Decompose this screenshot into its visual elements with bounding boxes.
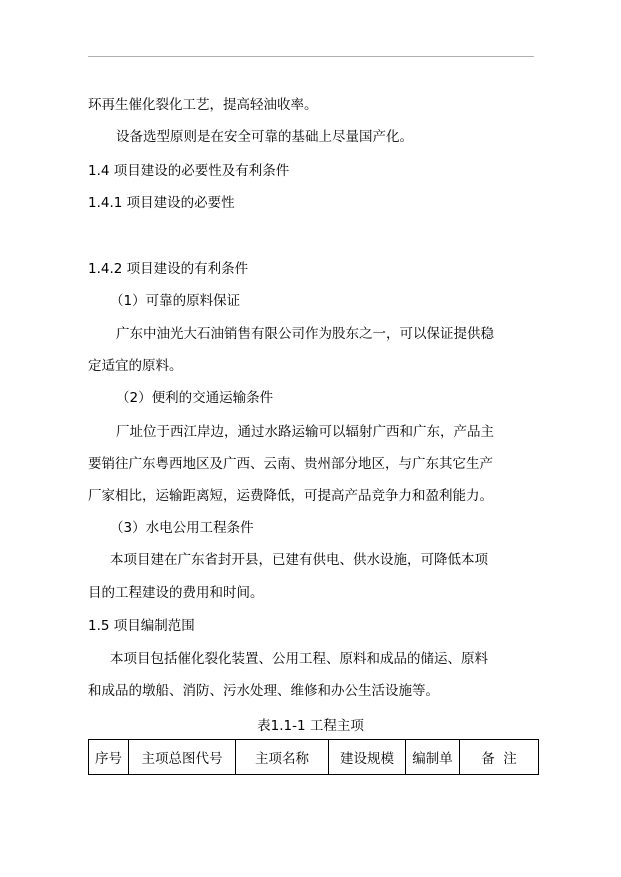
table-header-cell: 主项总图代号 <box>129 740 236 775</box>
section-heading-1-4: 1.4 项目建设的必要性及有利条件 <box>88 163 290 179</box>
header-rule <box>88 56 534 57</box>
table-header-row <box>89 740 539 775</box>
table-header-cell: 主项名称 <box>236 740 329 775</box>
paragraph-line: 环再生催化裂化工艺，提高轻油收率。 <box>88 97 318 113</box>
table-header-cell: 序号 <box>89 740 129 775</box>
project-items-table <box>88 739 539 775</box>
table-header-cell: 编制单 <box>406 740 460 775</box>
section-heading-1-5: 1.5 项目编制范围 <box>88 618 195 634</box>
paragraph-line: 要销往广东粤西地区及广西、云南、贵州部分地区，与广东其它生产 <box>88 456 493 472</box>
paragraph-line: 设备选型原则是在安全可靠的基础上尽量国产化。 <box>116 129 413 145</box>
subheading-raw-material: （1）可靠的原料保证 <box>110 293 241 309</box>
section-heading-1-4-1: 1.4.1 项目建设的必要性 <box>88 195 235 211</box>
table-caption: 表1.1-1 工程主项 <box>257 718 364 734</box>
section-heading-1-4-2: 1.4.2 项目建设的有利条件 <box>88 261 249 277</box>
subheading-utilities: （3）水电公用工程条件 <box>110 520 254 536</box>
paragraph-line: 本项目建在广东省封开县，已建有供电、供水设施，可降低本项 <box>110 552 488 568</box>
table-header-cell: 建设规模 <box>329 740 406 775</box>
subheading-transport: （2）便利的交通运输条件 <box>116 390 274 406</box>
paragraph-line: 厂家相比，运输距离短，运费降低，可提高产品竞争力和盈利能力。 <box>88 488 493 504</box>
paragraph-line: 定适宜的原料。 <box>88 358 183 374</box>
paragraph-line: 厂址位于西江岸边，通过水路运输可以辐射广西和广东，产品主 <box>116 424 494 440</box>
paragraph-line: 目的工程建设的费用和时间。 <box>88 585 264 601</box>
paragraph-line: 广东中油光大石油销售有限公司作为股东之一，可以保证提供稳 <box>116 326 494 342</box>
table-header-cell: 备 注 <box>460 740 539 775</box>
paragraph-line: 本项目包括催化裂化装置、公用工程、原料和成品的储运、原料 <box>110 651 488 667</box>
paragraph-line: 和成品的墩船、消防、污水处理、维修和办公生活设施等。 <box>88 683 439 699</box>
